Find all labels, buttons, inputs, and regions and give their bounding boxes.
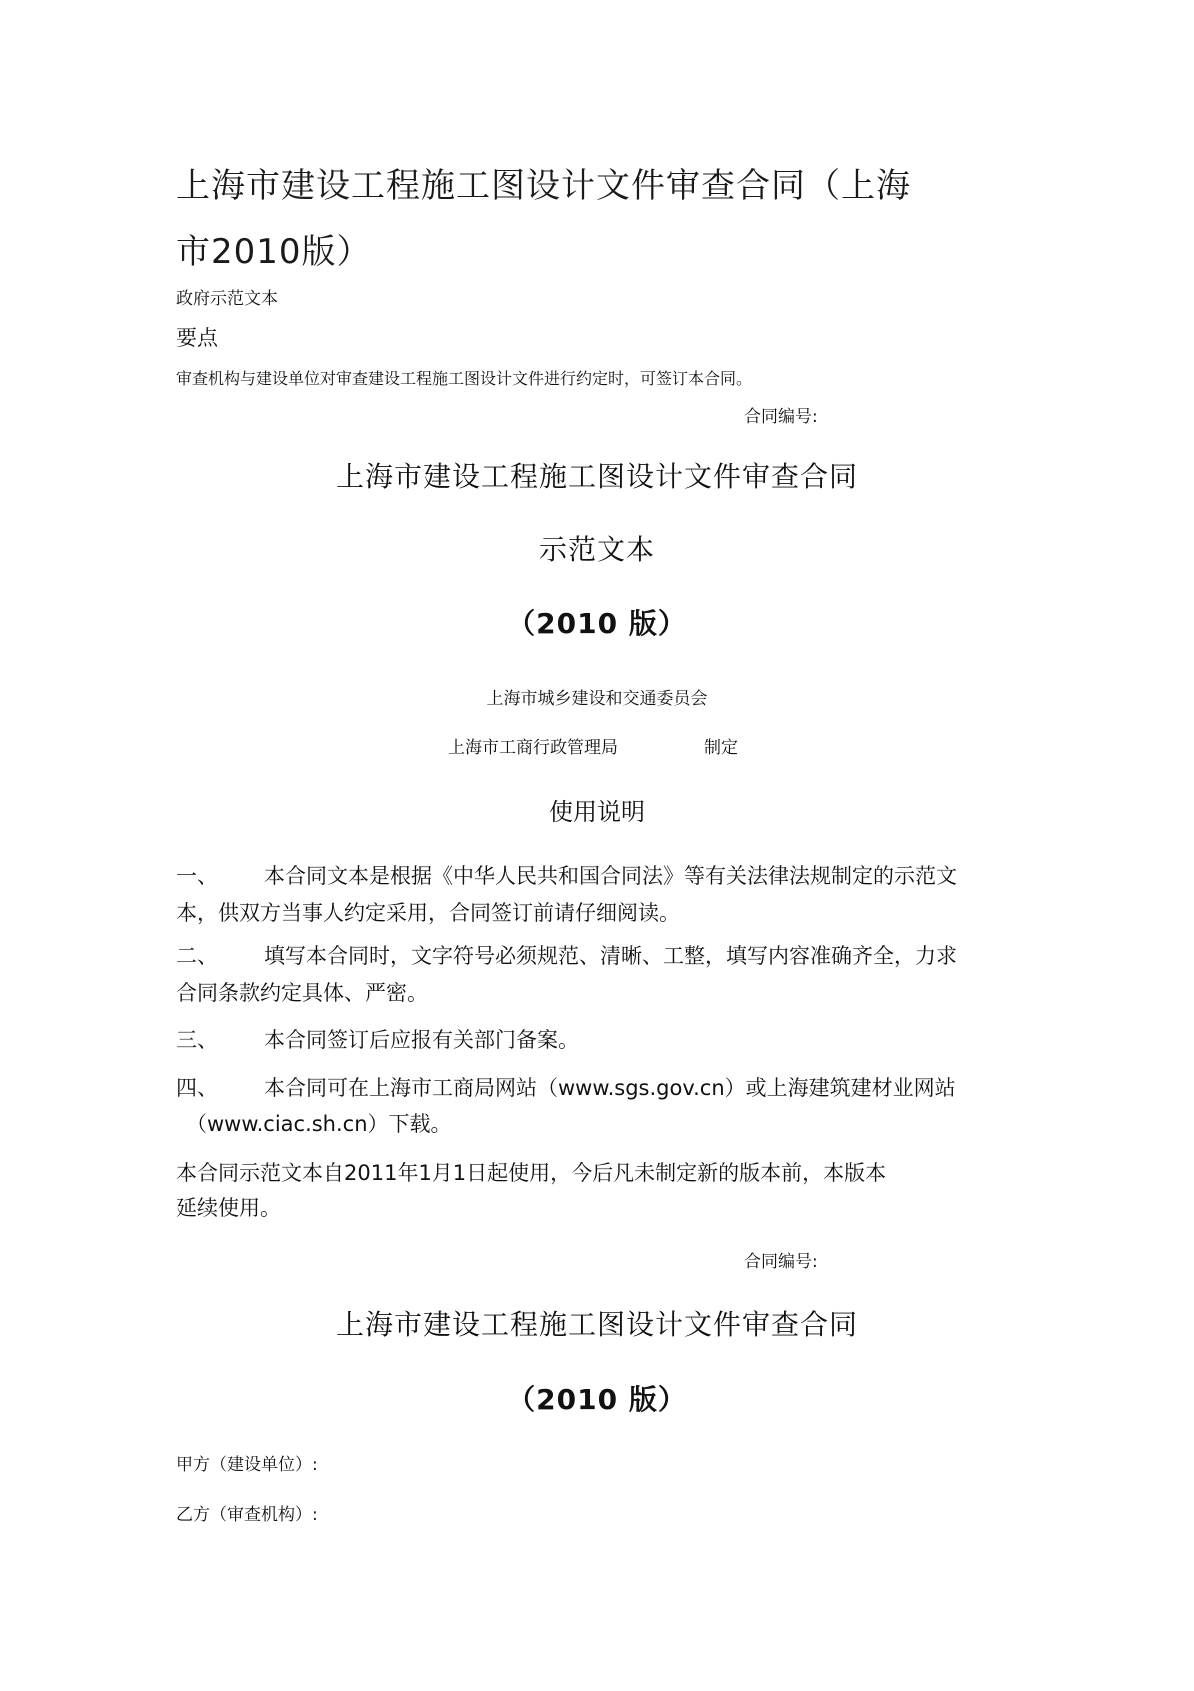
effective-date-text: 本合同示范文本自2011年1月1日起使用，今后凡未制定新的版本前，本版本 xyxy=(176,1161,887,1185)
usage-item-2-text-cont: 合同条款约定具体、严密。 xyxy=(176,981,428,1005)
issuer-action: 制定 xyxy=(704,738,738,758)
contract-number-label: 合同编号: xyxy=(744,407,818,427)
party-a-label: 甲方（建设单位）: xyxy=(176,1455,318,1475)
government-template-label: 政府示范文本 xyxy=(176,289,278,309)
issuer-industry-commerce-bureau: 上海市工商行政管理局 xyxy=(448,738,618,758)
usage-item-4-text-cont: （www.ciac.sh.cn）下载。 xyxy=(186,1112,452,1136)
cover-edition: （2010 版） xyxy=(507,607,687,640)
usage-heading: 使用说明 xyxy=(549,798,645,826)
usage-item-3-number: 三、 xyxy=(176,1028,218,1052)
usage-item-2-text: 填写本合同时，文字符号必须规范、清晰、工整，填写内容准确齐全，力求 xyxy=(264,944,957,968)
usage-item-3-text: 本合同签订后应报有关部门备案。 xyxy=(264,1028,579,1052)
document-title-line2: 市2010版） xyxy=(176,232,372,272)
contract-title: 上海市建设工程施工图设计文件审查合同 xyxy=(335,1308,858,1341)
issuer-construction-commission: 上海市城乡建设和交通委员会 xyxy=(486,689,708,709)
usage-item-4-text: 本合同可在上海市工商局网站（www.sgs.gov.cn）或上海建筑建材业网站 xyxy=(264,1076,956,1100)
usage-item-4-number: 四、 xyxy=(176,1076,218,1100)
usage-item-1-text-cont: 本，供双方当事人约定采用，合同签订前请仔细阅读。 xyxy=(176,901,680,925)
cover-subtitle: 示范文本 xyxy=(538,533,655,566)
usage-item-1-number: 一、 xyxy=(176,864,218,888)
effective-date-text-cont: 延续使用。 xyxy=(176,1196,281,1220)
usage-item-1-text: 本合同文本是根据《中华人民共和国合同法》等有关法律法规制定的示范文 xyxy=(264,864,957,888)
key-points-text: 审查机构与建设单位对审查建设工程施工图设计文件进行约定时，可签订本合同。 xyxy=(176,369,753,388)
key-points-heading: 要点 xyxy=(176,326,218,350)
contract-number-label-2: 合同编号: xyxy=(744,1252,818,1272)
contract-edition: （2010 版） xyxy=(507,1383,687,1416)
usage-item-2-number: 二、 xyxy=(176,944,218,968)
party-b-label: 乙方（审查机构）: xyxy=(176,1505,318,1525)
document-title-line1: 上海市建设工程施工图设计文件审查合同（上海 xyxy=(176,166,911,206)
cover-title: 上海市建设工程施工图设计文件审查合同 xyxy=(335,460,858,493)
